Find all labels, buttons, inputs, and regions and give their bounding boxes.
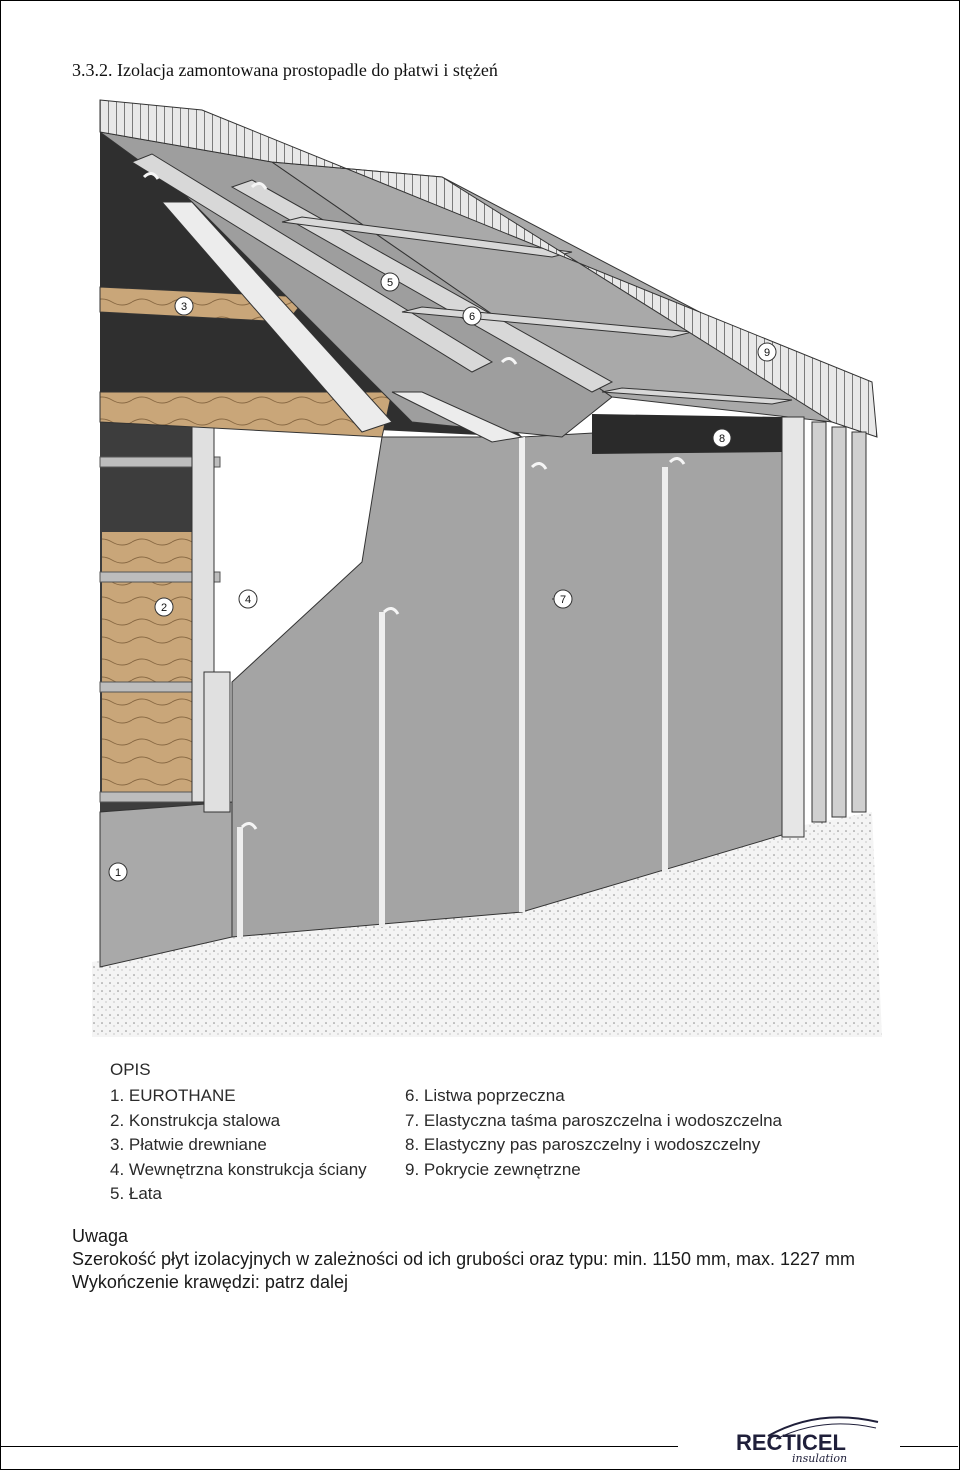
callout-2 <box>155 598 173 616</box>
legend-title: OPIS <box>110 1060 151 1079</box>
svg-text:8: 8 <box>718 433 726 445</box>
legend-right-column <box>405 1084 782 1182</box>
roof-insulation-drawing <box>92 92 882 1037</box>
callout-4 <box>239 590 257 608</box>
legend-item: 1. EUROTHANE <box>110 1086 236 1105</box>
note-line: Szerokość płyt izolacyjnych w zależności od ich grubości oraz typu: min. 1150 mm, max. 1227 mm <box>72 1249 855 1269</box>
svg-text:RECTICEL: RECTICEL <box>736 1430 846 1455</box>
legend-item: 3. Płatwie drewniane <box>110 1135 267 1154</box>
svg-text:insulation: insulation <box>792 1452 848 1464</box>
callout-6 <box>463 307 481 325</box>
legend <box>110 1060 783 1203</box>
legend-item: 4. Wewnętrzna konstrukcja ściany <box>110 1159 367 1179</box>
svg-text:9: 9 <box>763 347 771 359</box>
legend-item: 7. Elastyczna taśma paroszczelna i wodoszczelna <box>405 1110 783 1130</box>
callout-1 <box>109 863 127 881</box>
svg-text:4: 4 <box>244 594 252 606</box>
page-title: 3.3.2. Izolacja zamontowana prostopadle do płatwi i stężeń <box>72 60 498 80</box>
svg-text:6: 6 <box>468 311 476 323</box>
legend-item: 9. Pokrycie zewnętrzne <box>405 1159 581 1179</box>
callout-8 <box>713 429 731 447</box>
legend-item: 5. Łata <box>110 1184 162 1203</box>
legend-item: 8. Elastyczny pas paroszczelny i wodoszczelny <box>405 1135 761 1154</box>
callout-5 <box>381 273 399 291</box>
note <box>72 1225 855 1294</box>
legend-left-column <box>110 1084 367 1207</box>
svg-text:1: 1 <box>114 867 122 879</box>
svg-text:3: 3 <box>180 301 188 313</box>
footer-rule-right <box>900 1446 958 1447</box>
callout-9 <box>758 343 776 361</box>
svg-text:2: 2 <box>160 602 168 614</box>
recticel-logo <box>728 1414 884 1464</box>
legend-item: 2. Konstrukcja stalowa <box>110 1110 281 1130</box>
svg-text:5: 5 <box>386 277 394 289</box>
callout-3 <box>175 297 193 315</box>
footer-rule-left <box>0 1446 678 1447</box>
svg-text:7: 7 <box>559 594 567 606</box>
note-title: Uwaga <box>72 1226 129 1246</box>
note-line: Wykończenie krawędzi: patrz dalej <box>72 1272 348 1292</box>
legend-item: 6. Listwa poprzeczna <box>405 1086 565 1105</box>
